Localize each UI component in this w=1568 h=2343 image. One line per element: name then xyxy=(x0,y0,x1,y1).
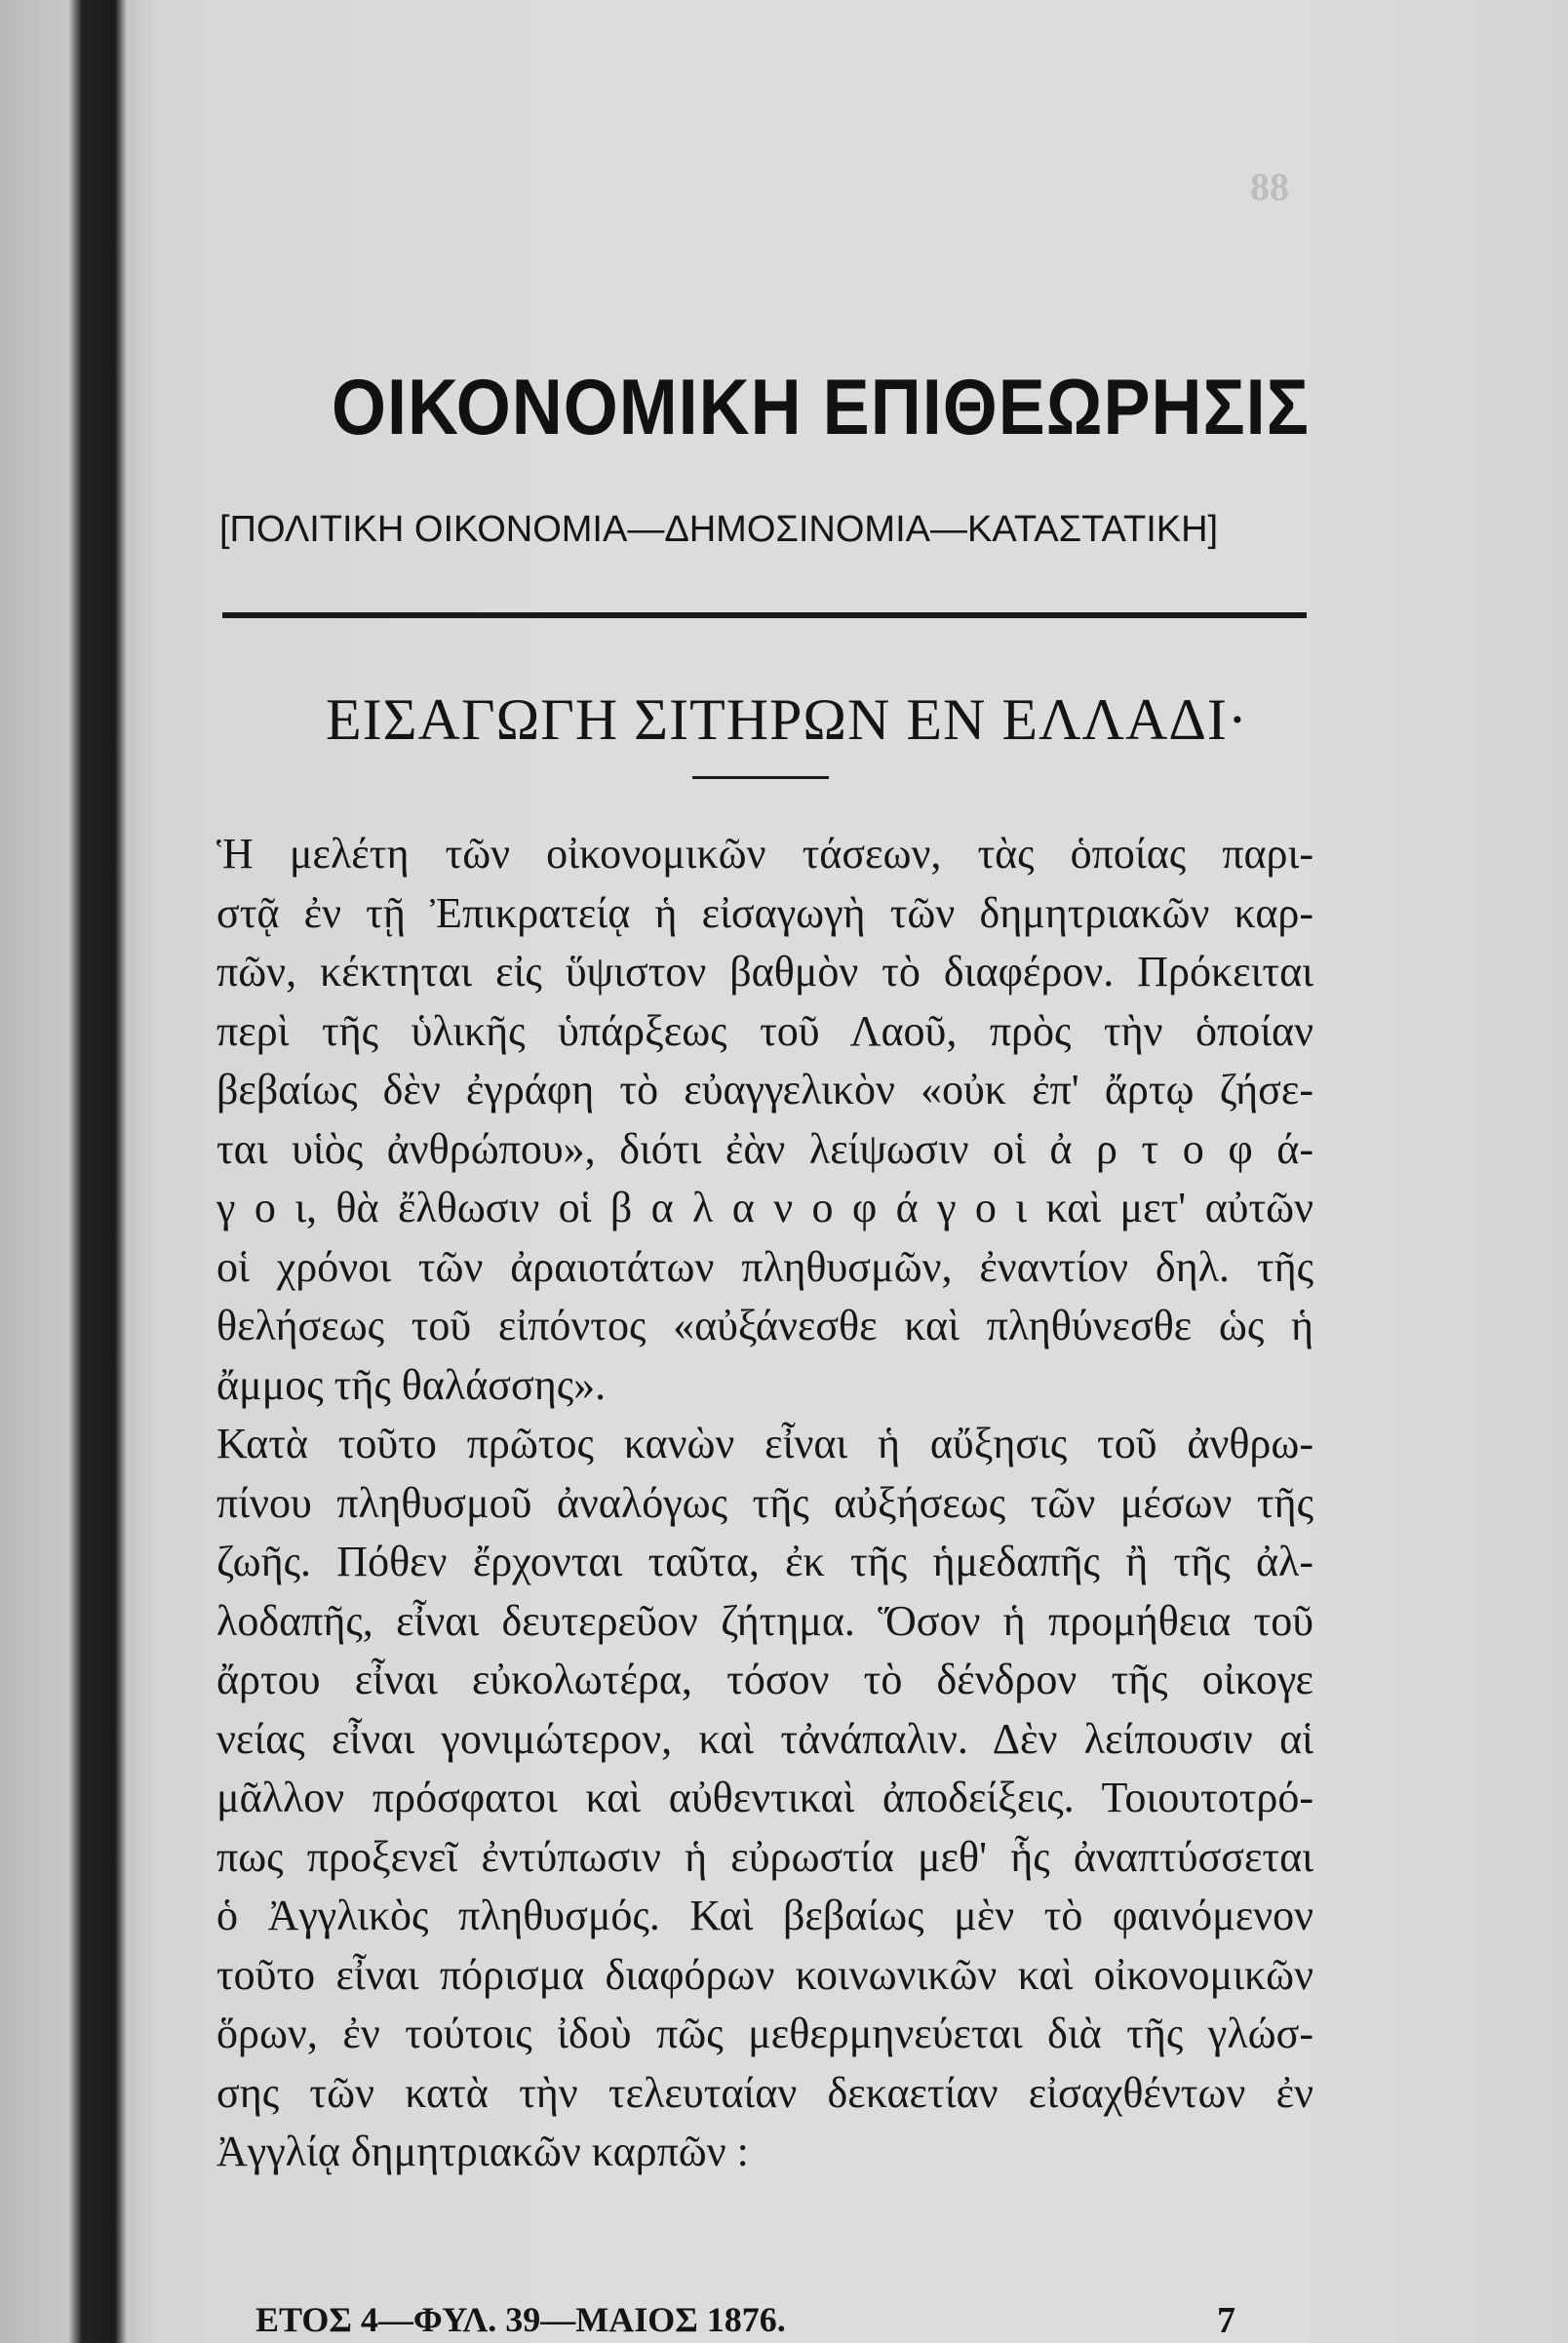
article-body xyxy=(216,825,1313,2182)
text-line: ἄρτου εἶναι εὐκολωτέρα, τόσον τὸ δένδρον τῆς οἰκογε xyxy=(216,1656,1313,1703)
text-line: ται υἱὸς ἀνθρώπου», διότι ἐὰν λείψωσιν οἱ ἀ ρ τ ο φ ά- xyxy=(216,1124,1313,1173)
text-line: Ἡ μελέτη τῶν οἰκονομικῶν τάσεων, τὰς ὁποίας παρι- xyxy=(216,830,1313,878)
text-line: οἱ χρόνοι τῶν ἀραιοτάτων πληθυσμῶν, ἐναντίον δηλ. τῆς xyxy=(216,1242,1313,1291)
folio-number: 7 xyxy=(1217,2300,1235,2341)
title-rule xyxy=(692,776,829,779)
text-line: λοδαπῆς, εἶναι δευτερεῦον ζήτημα. Ὅσον ἡ προμήθεια τοῦ xyxy=(216,1596,1313,1645)
text-line: ὁ Ἀγγλικὸς πληθυσμός. Καὶ βεβαίως μὲν τὸ φαινόμενον xyxy=(216,1892,1313,1939)
text-line: πίνου πληθυσμοῦ ἀναλόγως τῆς αὐξήσεως τῶν μέσων τῆς xyxy=(216,1478,1313,1527)
text-line: στᾷ ἐν τῇ Ἐπικρατείᾳ ἡ εἰσαγωγὴ τῶν δημητριακῶν καρ- xyxy=(216,888,1313,937)
text-line: θελήσεως τοῦ εἰπόντος «αὐξάνεσθε καὶ πληθύνεσθε ὡς ἡ xyxy=(216,1302,1313,1349)
text-line: Ἀγγλίᾳ δημητριακῶν καρπῶν : xyxy=(216,2128,749,2175)
text-line: σης τῶν κατὰ τὴν τελευταίαν δεκαετίαν εἰσαχθέντων ἐν xyxy=(216,2068,1313,2117)
article-title: ΕΙΣΑΓΩΓΗ ΣΙΤΗΡΩΝ ΕΝ ΕΛΛΑΔΙ· xyxy=(326,687,1248,752)
page-number: 88 xyxy=(1250,165,1289,209)
text-line: βεβαίως δὲν ἐγράφη τὸ εὐαγγελικὸν «οὐκ ἐπ' ἄρτῳ ζήσε- xyxy=(216,1066,1313,1113)
text-line: ἄμμος τῆς θαλάσσης». xyxy=(216,1360,607,1409)
book-gutter xyxy=(0,0,156,2343)
journal-title: ΟΙΚΟΝΟΜΙΚΗ ΕΠΙΘΕΩΡΗΣΙΣ xyxy=(332,364,1310,451)
issue-footer: ΕΤΟΣ 4—ΦΥΛ. 39—ΜΑΙΟΣ 1876. xyxy=(255,2300,786,2339)
text-line: μᾶλλον πρόσφατοι καὶ αὐθεντικαὶ ἀποδείξεις. Τοιουτοτρό- xyxy=(216,1774,1313,1821)
text-line: Κατὰ τοῦτο πρῶτος κανὼν εἶναι ἡ αὔξησις τοῦ ἀνθρω- xyxy=(216,1420,1313,1467)
text-line: πως προξενεῖ ἐντύπωσιν ἡ εὐρωστία μεθ' ἧς ἀναπτύσσεται xyxy=(216,1832,1313,1881)
text-line: πῶν, κέκτηται εἰς ὕψιστον βαθμὸν τὸ διαφέρον. Πρόκειται xyxy=(216,948,1313,996)
text-line: ζωῆς. Πόθεν ἔρχονται ταῦτα, ἐκ τῆς ἡμεδαπῆς ἢ τῆς ἀλ- xyxy=(216,1538,1313,1585)
text-line: ὅρων, ἐν τούτοις ἰδοὺ πῶς μεθερμηνεύεται διὰ τῆς γλώσ- xyxy=(216,2010,1313,2057)
header-rule xyxy=(222,612,1307,618)
text-line: περὶ τῆς ὑλικῆς ὑπάρξεως τοῦ Λαοῦ, πρὸς τὴν ὁποίαν xyxy=(216,1006,1313,1055)
text-line: νείας εἶναι γονιμώτερον, καὶ τἀνάπαλιν. Δὲν λείπουσιν αἱ xyxy=(216,1714,1313,1763)
journal-subtitle: [ΠΟΛΙΤΙΚΗ ΟΙΚΟΝΟΜΙΑ—ΔΗΜΟΣΙΝΟΜΙΑ—ΚΑΤΑΣΤΑΤΙΚΗ] xyxy=(219,509,1219,550)
text-line: τοῦτο εἶναι πόρισμα διαφόρων κοινωνικῶν καὶ οἰκονομικῶν xyxy=(216,1950,1313,1999)
text-line: γ ο ι, θὰ ἔλθωσιν οἱ β α λ α ν ο φ ά γ ο ι καὶ μετ' αὐτῶν xyxy=(216,1184,1313,1231)
